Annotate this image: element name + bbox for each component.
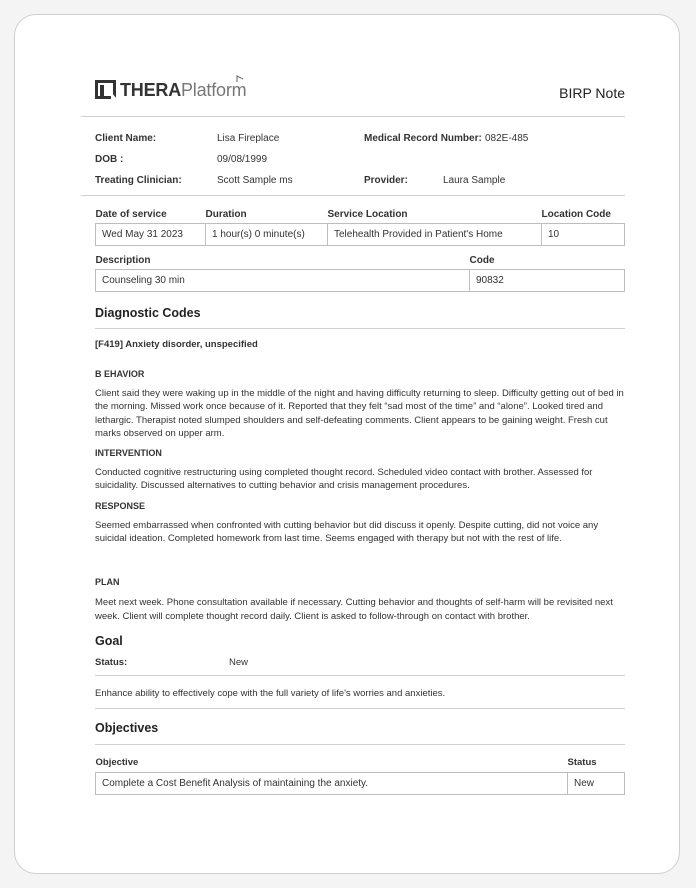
document-title: BIRP Note (559, 85, 625, 101)
objective-header: Objective (95, 757, 139, 769)
clinician-label: Treating Clinician: (95, 175, 182, 186)
logo (95, 79, 246, 101)
code-header: Code (469, 254, 495, 266)
goal-text: Enhance ability to effectively cope with the full variety of life's worries and anxieties. (95, 676, 625, 709)
client-name-value: Lisa Fireplace (217, 133, 280, 144)
objective-status-value: New (568, 772, 625, 794)
client-name-label: Client Name: (95, 133, 157, 144)
info-row-clinician (81, 170, 625, 191)
plan-title: PLAN (95, 577, 120, 588)
logo-bold-text: THERA (120, 79, 181, 100)
document-header (81, 70, 625, 117)
provider-label: Provider: (364, 175, 408, 186)
response-text: Seemed embarrassed when confronted with cutting behavior but did discuss it openly. Despite cutting, did not voice any suicidal ideation. Completed homework from last time. Seems engaged with therapy but not with the rest of life. (95, 519, 599, 545)
mrn-value: 082E-485 (485, 133, 529, 144)
description-table (95, 254, 625, 292)
description-row (96, 270, 625, 292)
logo-light-text: Platform (181, 79, 247, 100)
objective-value: Complete a Cost Benefit Analysis of maintaining the anxiety. (96, 772, 568, 794)
dob-value: 09/08/1999 (217, 154, 268, 165)
response-title: RESPONSE (95, 500, 146, 511)
service-duration: 1 hour(s) 0 minute(s) (206, 224, 328, 246)
service-header-duration: Duration (205, 208, 247, 220)
plan-text: Meet next week. Phone consultation available if necessary. Cutting behavior and thoughts of self-harm will be revisited next week. Client will complete thought record daily. Client is asked to follow-through on contact with brother. (95, 597, 613, 622)
clinician-value: Scott Sample ms (217, 175, 293, 186)
objectives-header-row (96, 757, 625, 773)
intervention-title: INTERVENTION (95, 448, 162, 459)
behavior-text: Client said they were waking up in the middle of the night and having difficulty returning to sleep. Difficulty getting out of bed in the morning. Missed work once because of it. Reported that they felt “sad most of the time” and “alone”. Looked tired and lethargic. Therapist noted slumped shoulders and self-defeating comments. Client appears to be gaining weight. Fresh cut marks observed on upper arm. (95, 388, 624, 439)
objectives-table (95, 757, 625, 795)
info-row-dob (81, 149, 625, 170)
service-row (96, 224, 625, 246)
service-location-code: 10 (542, 224, 625, 246)
document-content (81, 70, 625, 795)
dob-label: DOB : (95, 154, 124, 165)
service-date: Wed May 31 2023 (96, 224, 206, 246)
code-value: 90832 (470, 270, 625, 292)
logo-flag-icon (236, 75, 244, 83)
service-location: Telehealth Provided in Patient's Home (328, 224, 542, 246)
diagnostic-code-item: [F419] Anxiety disorder, unspecified (95, 339, 258, 350)
client-info (81, 128, 625, 196)
description-header: Description (95, 254, 151, 266)
service-header-date: Date of service (95, 208, 167, 220)
goal-status-label: Status: (95, 656, 128, 668)
service-table (95, 208, 625, 246)
service-header-location: Service Location (327, 208, 408, 220)
logo-frame-icon (95, 80, 117, 100)
goal-status-row (95, 653, 625, 676)
diagnostic-codes-title: Diagnostic Codes (95, 306, 625, 329)
service-header-location-code: Location Code (541, 208, 611, 220)
intervention-text: Conducted cognitive restructuring using completed thought record. Scheduled video contact with brother. Assessed for suicidality. Discussed alternatives to cutting behavior and crisis management procedures. (95, 467, 593, 492)
provider-value: Laura Sample (443, 175, 506, 186)
goal-title: Goal (95, 633, 123, 648)
objectives-title: Objectives (95, 721, 625, 745)
objective-row (96, 772, 625, 794)
service-header-row (96, 208, 625, 224)
description-header-row (96, 254, 625, 270)
objective-status-header: Status (567, 757, 597, 769)
document-page (14, 14, 680, 874)
info-row-client (81, 128, 625, 149)
mrn-label: Medical Record Number: (364, 133, 482, 144)
goal-status-value: New (229, 656, 249, 668)
behavior-title: B EHAVIOR (95, 369, 145, 379)
note-body (95, 306, 625, 795)
description-value: Counseling 30 min (96, 270, 470, 292)
